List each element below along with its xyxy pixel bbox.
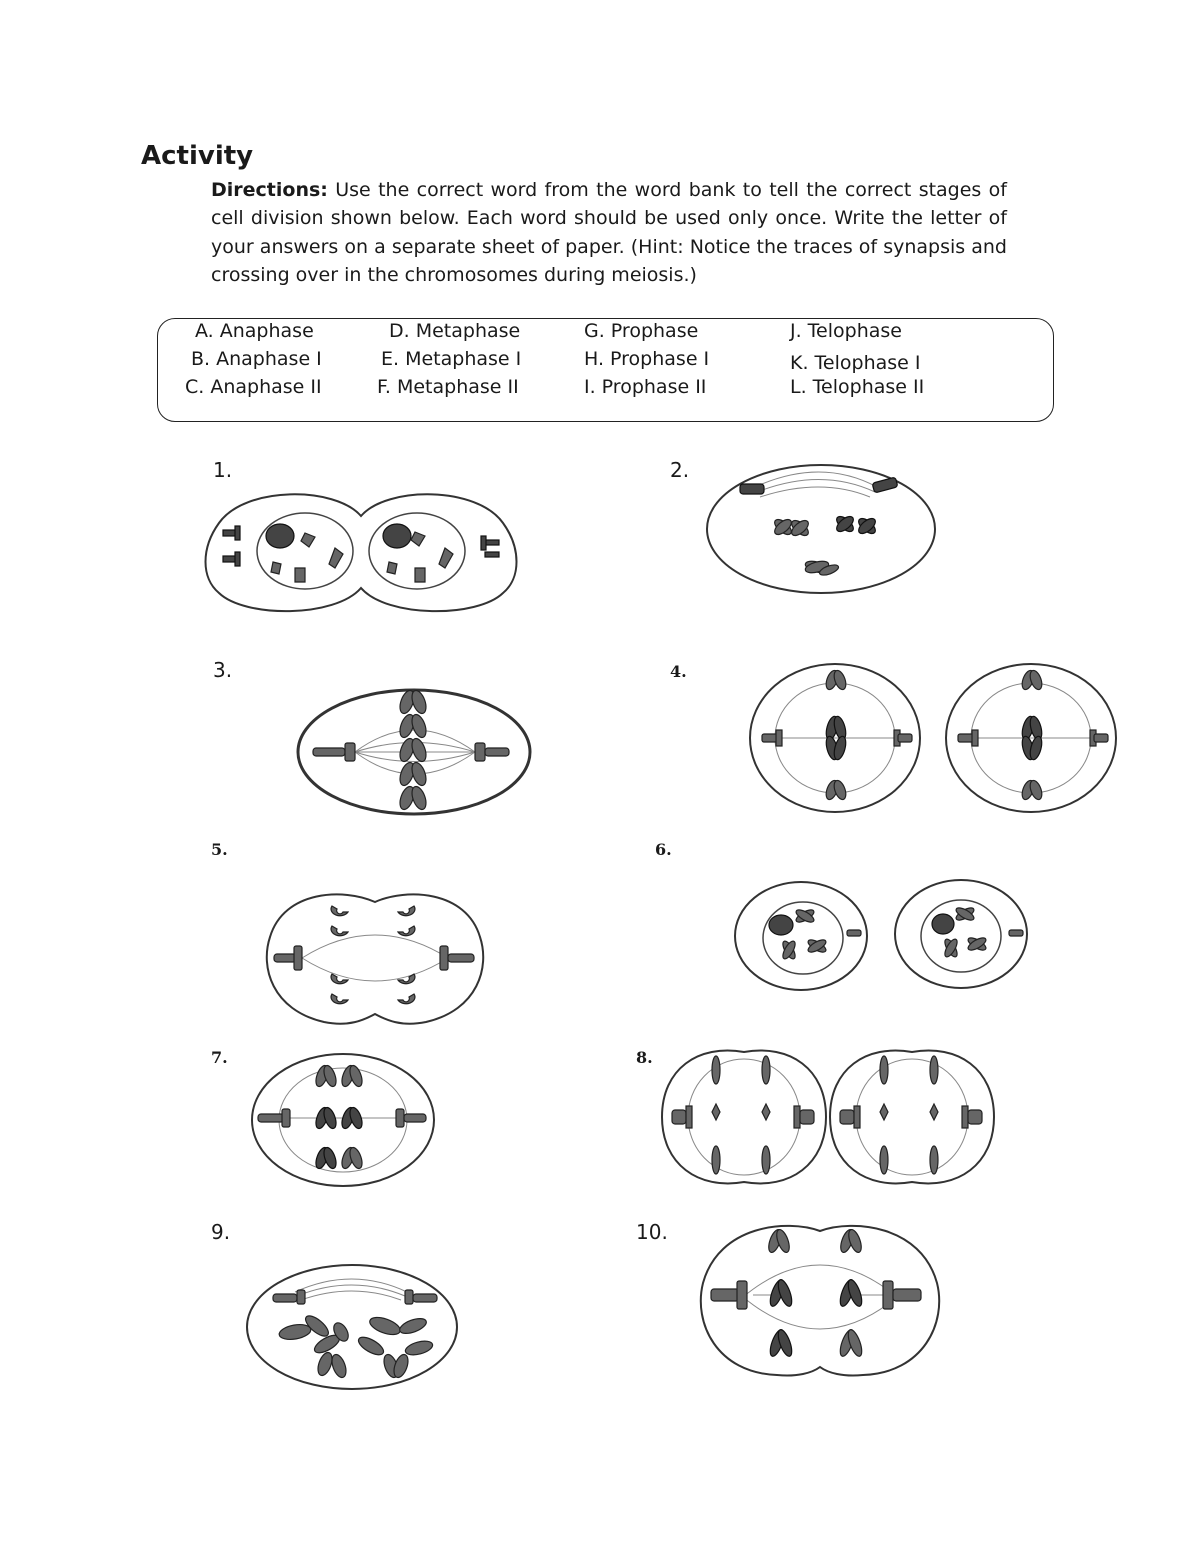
item-number-6: 6. xyxy=(655,840,672,859)
word-bank-item: L. Telophase II xyxy=(790,376,925,398)
cell-diagram-6 xyxy=(733,880,1033,992)
word-bank-item: G. Prophase xyxy=(584,320,699,342)
word-bank-item: I. Prophase II xyxy=(584,376,707,398)
item-number-7: 7. xyxy=(211,1048,228,1067)
cell-diagram-2 xyxy=(705,462,937,596)
cell-diagram-1 xyxy=(205,488,517,618)
item-number-10: 10. xyxy=(636,1220,668,1244)
activity-title: Activity xyxy=(141,141,254,171)
item-number-5: 5. xyxy=(211,840,228,859)
cell-diagram-8 xyxy=(658,1044,998,1190)
word-bank-item: H. Prophase I xyxy=(584,348,710,370)
cell-diagram-4 xyxy=(748,662,1118,814)
item-number-2: 2. xyxy=(670,458,690,482)
word-bank-item: J. Telophase xyxy=(790,320,902,342)
item-number-4: 4. xyxy=(670,662,687,681)
directions-body: Use the correct word from the word bank to tell the correct stages of cell division shown below. Each word should be used only once. Write the letter of your answers on a separate sheet of paper. (Hint: Notice the traces of synapsis and crossing over in the chromosomes during meiosis.) xyxy=(211,179,1008,286)
word-bank-item: K. Telophase I xyxy=(790,352,921,374)
word-bank-item: D. Metaphase xyxy=(389,320,521,342)
directions-label: Directions: xyxy=(211,179,328,201)
item-number-9: 9. xyxy=(211,1220,231,1244)
word-bank-item: B. Anaphase I xyxy=(191,348,322,370)
item-number-1: 1. xyxy=(213,458,233,482)
cell-diagram-9 xyxy=(245,1262,459,1392)
word-bank-item: F. Metaphase II xyxy=(377,376,519,398)
item-number-8: 8. xyxy=(636,1048,653,1067)
cell-diagram-5 xyxy=(264,892,486,1026)
word-bank-item: A. Anaphase xyxy=(195,320,314,342)
directions-text xyxy=(211,176,1007,289)
cell-diagram-7 xyxy=(250,1052,436,1188)
cell-diagram-10 xyxy=(697,1223,943,1379)
word-bank-item: C. Anaphase II xyxy=(185,376,322,398)
word-bank-item: E. Metaphase I xyxy=(381,348,522,370)
cell-diagram-3 xyxy=(295,688,533,816)
word-bank xyxy=(157,318,1054,422)
item-number-3: 3. xyxy=(213,658,233,682)
